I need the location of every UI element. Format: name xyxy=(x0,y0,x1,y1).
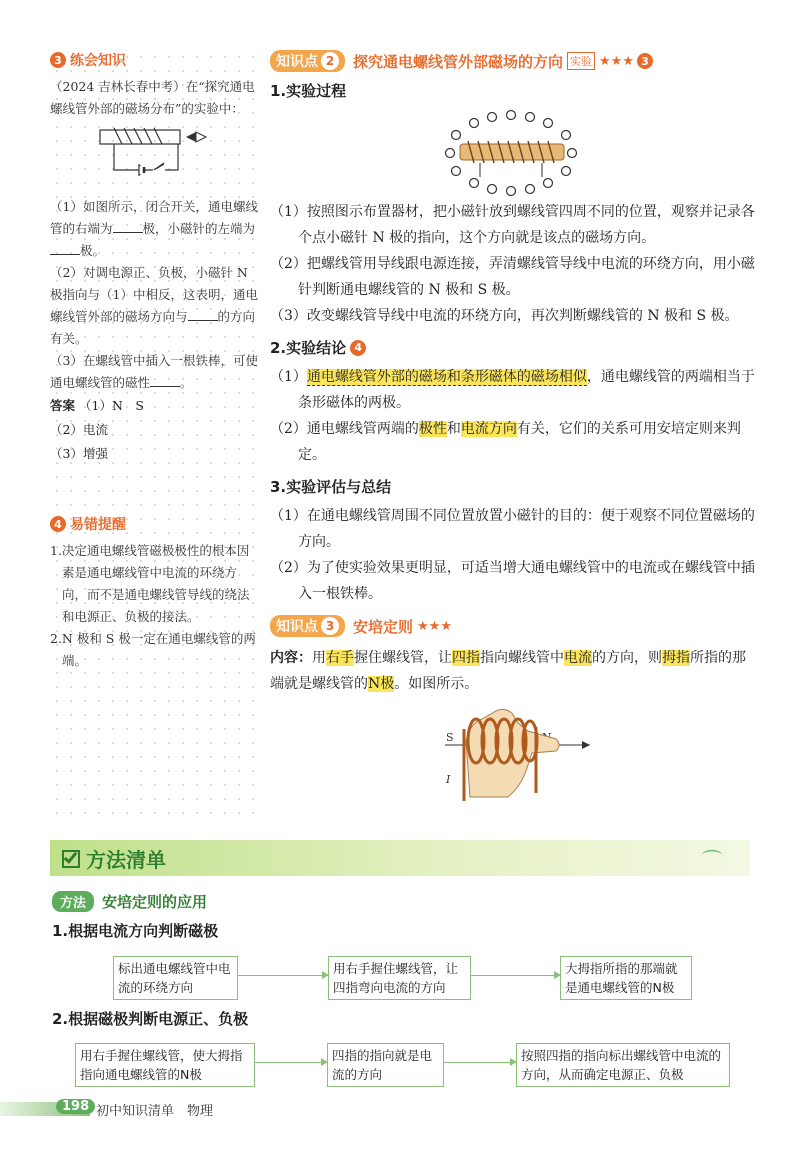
right-hand-rule-figure xyxy=(270,701,755,809)
kp2-tag xyxy=(270,50,345,72)
kp2-c1-prefix: （1） xyxy=(270,369,307,385)
kp3-t2: 握住螺线管，让 xyxy=(354,650,452,666)
method-banner-title xyxy=(62,844,166,873)
kp3-t5: 所指的那端就是螺线管的 xyxy=(270,650,746,692)
experiment-tag: 实验 xyxy=(567,52,595,70)
kp2-c2-hl2: 电流方向 xyxy=(460,421,517,437)
kp2-tag-label: 知识点 xyxy=(276,54,318,70)
flow2-arrow2 xyxy=(444,1062,516,1063)
question-1 xyxy=(50,196,260,262)
compass-needle-icon xyxy=(186,132,206,142)
footer xyxy=(0,1098,800,1120)
answer-2: （2）电流 xyxy=(50,422,108,437)
kp3-t4: 的方向，则 xyxy=(592,650,662,666)
kp2-c1 xyxy=(270,364,755,416)
tips-badge: 4 xyxy=(50,516,66,532)
kp3-tag-label: 知识点 xyxy=(276,619,318,635)
book-title: 初中知识清单 物理 xyxy=(96,1104,214,1119)
kp3-hl3: 电流 xyxy=(564,650,592,666)
kp3-hl5: N极 xyxy=(368,676,395,692)
kp2-p3: （3）改变螺线管导线中电流的环绕方向，再次判断螺线管的 N 极和 S 极。 xyxy=(270,308,739,324)
question-2 xyxy=(50,262,260,350)
q3-blank xyxy=(150,375,180,387)
answer-3: （3）增强 xyxy=(50,446,108,461)
flow2-step3: 按照四指的指向标出螺线管中电流的方向，从而确定电源正、负极 xyxy=(516,1043,730,1087)
kp3-hl2: 四指 xyxy=(452,650,480,666)
q2-text-b: 的方向有关。 xyxy=(50,309,256,346)
flow1-arrow1 xyxy=(238,975,328,976)
solenoid-compass-figure xyxy=(270,107,755,199)
q1-text-b: 极，小磁针的左端为 xyxy=(142,221,256,236)
kp3-hl1: 右手 xyxy=(326,650,354,666)
q1-text-c: 极。 xyxy=(80,243,106,258)
kp2-c2-c: 有关，它们的关系可用安培定则来判定。 xyxy=(298,421,741,463)
tip-2: 2.N 极和 S 极一定在通电螺线管的两端。 xyxy=(50,631,256,668)
kp2-e1: （1）在通电螺线管周围不同位置放置小磁针的目的：便于观察不同位置磁场的方向。 xyxy=(270,508,755,550)
kp2-heading xyxy=(270,50,755,72)
practice-badge: 3 xyxy=(50,52,66,68)
sidebar xyxy=(50,50,260,820)
q2-text-a: （2）对调电源正、负极，小磁针 N 极指向与（1）中相反，这表明，通电螺线管外部的磁场方向与 xyxy=(50,265,258,324)
method-banner xyxy=(50,840,750,876)
kp2-h3: 3.实验评估与总结 xyxy=(270,478,392,496)
flow1-step3: 大拇指所指的那端就是通电螺线管的N极 xyxy=(560,956,692,1000)
answer-line-1 xyxy=(50,394,260,418)
kp2-title: 探究通电螺线管外部磁场的方向 xyxy=(353,52,564,71)
page-number: 198 xyxy=(56,1099,95,1114)
flow1-step2: 用右手握住螺线管，让四指弯向电流的方向 xyxy=(328,956,471,1000)
kp3-stars: ★★★ xyxy=(417,618,452,634)
practice-heading xyxy=(50,50,260,70)
q2-blank xyxy=(188,309,218,321)
answer-1: （1）N S xyxy=(79,398,144,413)
flow2-step1: 用右手握住螺线管，使大拇指指向通电螺线管的N极 xyxy=(75,1043,255,1087)
tips-heading xyxy=(50,514,260,534)
kp3-num: 3 xyxy=(321,617,339,635)
q1-text-a: （1）如图所示，闭合开关，通电螺线管的右端为 xyxy=(50,199,258,236)
kp2-c2 xyxy=(270,416,755,468)
kp2-p1: （1）按照图示布置器材，把小磁针放到螺线管四周不同的位置，观察并记录各个点小磁针 N 极的指向，这个方向就是该点的磁场方向。 xyxy=(270,204,755,246)
flow2-arrow1 xyxy=(255,1062,327,1063)
q1-blank-1 xyxy=(113,221,143,233)
kp2-c2-a: （2）通电螺线管两端的 xyxy=(270,421,419,437)
kp2-p2: （2）把螺线管用导线跟电源连接，弄清螺线管导线中电流的环绕方向，用小磁针判断通电螺线管的 N 极和 S 极。 xyxy=(270,256,755,298)
method-sub2: 2.根据磁极判断电源正、负极 xyxy=(52,1010,249,1028)
kp2-badge: 3 xyxy=(637,53,653,69)
kp3-t3: 指向螺线管中 xyxy=(480,650,564,666)
method-title: 安培定则的应用 xyxy=(102,893,208,911)
kp2-stars: ★★★ xyxy=(599,53,634,69)
kp2-e2: （2）为了使实验效果更明显，可适当增大通电螺线管中的电流或在螺线管中插入一根铁棒。 xyxy=(270,560,755,602)
kp3-t1: 用 xyxy=(312,650,326,666)
kp2-h1: 1.实验过程 xyxy=(270,82,347,100)
main-column xyxy=(270,50,755,809)
kp3-content-label: 内容： xyxy=(270,650,312,666)
method-sub1: 1.根据电流方向判断磁极 xyxy=(52,922,219,940)
tip-1: 1.决定通电螺线管磁极极性的根本因素是通电螺线管中电流的环绕方向，而不是通电螺线管导线的绕法和电源正、负极的接法。 xyxy=(50,543,250,624)
method-heading xyxy=(52,891,207,912)
kp3-heading xyxy=(270,615,755,637)
kp3-title: 安培定则 xyxy=(353,617,414,636)
question-intro: （2024 吉林长春中考）在“探究通电螺线管外部的磁场分布”的实验中： xyxy=(50,79,255,116)
kp2-c1-rest: ，通电螺线管的两端相当于条形磁体的两极。 xyxy=(298,369,755,411)
q3-text-b: 。 xyxy=(180,375,193,390)
kp3-content xyxy=(270,645,755,697)
checkbox-icon xyxy=(62,850,80,868)
method-banner-text: 方法清单 xyxy=(86,848,166,872)
kp3-tag xyxy=(270,615,345,637)
kp2-h2 xyxy=(270,337,755,358)
tips-title: 易错提醒 xyxy=(70,517,126,533)
flow1-arrow2 xyxy=(471,975,560,976)
kp3-hl4: 拇指 xyxy=(662,650,690,666)
circuit-diagram xyxy=(50,126,260,190)
practice-title: 练会知识 xyxy=(70,53,126,69)
method-pill: 方法 xyxy=(52,891,94,912)
swirl-icon: ⌒ xyxy=(702,848,722,872)
fig-label-i: I xyxy=(446,773,451,786)
kp2-num: 2 xyxy=(321,52,339,70)
kp2-c2-hl1: 极性 xyxy=(418,421,447,437)
q1-blank-2 xyxy=(50,243,80,255)
answer-label: 答案 xyxy=(50,398,76,413)
kp2-h2-badge: 4 xyxy=(350,340,366,356)
kp2-c1-highlight: 通电螺线管外部的磁场和条形磁体的磁场相似 xyxy=(306,369,587,385)
question-3 xyxy=(50,350,260,394)
fig-label-s: S xyxy=(446,731,454,744)
q3-text-a: （3）在螺线管中插入一根铁棒，可使通电螺线管的磁性 xyxy=(50,353,258,390)
kp2-c2-b: 和 xyxy=(446,421,461,437)
kp3-t6: 。如图所示。 xyxy=(394,676,479,692)
flow1-step1: 标出通电螺线管中电流的环绕方向 xyxy=(113,956,238,1000)
kp2-h2-text: 2.实验结论 xyxy=(270,339,347,357)
flow2-step2: 四指的指向就是电流的方向 xyxy=(327,1043,444,1087)
